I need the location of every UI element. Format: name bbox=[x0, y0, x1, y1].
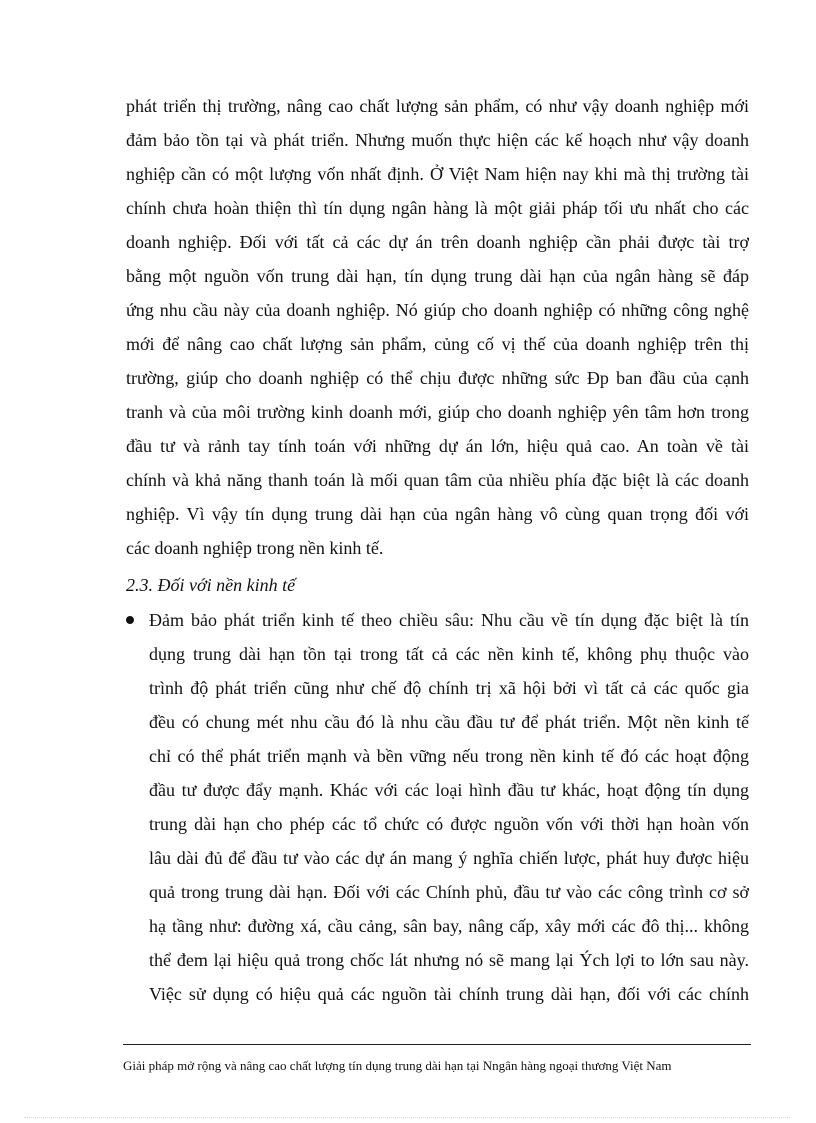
paragraph-line: tranh và của môi trường kinh doanh mới, giúp cho doanh nghiệp yên tâm hơn trong bbox=[126, 402, 749, 422]
paragraph-line: mới để nâng cao chất lượng sản phẩm, củng cố vị thế của doanh nghiệp trên thị bbox=[126, 334, 749, 354]
bullet-line: hạ tầng như: đường xá, cầu cảng, sân bay, nâng cấp, xây mới các đô thị... không bbox=[149, 916, 749, 936]
bullet-line: lâu dài đủ để đầu tư vào các dự án mang ý nghĩa chiến lược, phát huy được hiệu bbox=[149, 848, 749, 868]
bullet-line: trình độ phát triển cũng như chế độ chính trị xã hội bởi vì tất cả các quốc gia bbox=[149, 678, 749, 698]
bullet-line: trung dài hạn cho phép các tổ chức có được nguồn vốn với thời hạn hoàn vốn bbox=[149, 814, 749, 834]
bullet-line: đầu tư được đẩy mạnh. Khác với các loại hình đầu tư khác, hoạt động tín dụng bbox=[149, 780, 749, 800]
section-heading: 2.3. Đối với nền kinh tế bbox=[126, 575, 296, 595]
paragraph-line: ứng nhu cầu này của doanh nghiệp. Nó giúp cho doanh nghiệp có những công nghệ bbox=[126, 300, 749, 320]
paragraph-line: nghiệp. Vì vậy tín dụng trung dài hạn của ngân hàng vô cùng quan trọng đối với bbox=[126, 504, 749, 524]
bullet-line: Đảm bảo phát triển kinh tế theo chiều sâu: Nhu cầu về tín dụng đặc biệt là tín bbox=[149, 610, 749, 630]
paragraph-line: doanh nghiệp. Đối với tất cả các dự án trên doanh nghiệp cần phải được tài trợ bbox=[126, 232, 749, 252]
paragraph-line: phát triển thị trường, nâng cao chất lượng sản phẩm, có như vậy doanh nghiệp mới bbox=[126, 96, 749, 116]
bullet-line: chỉ có thể phát triển mạnh và bền vững nếu trong nền kinh tế đó các hoạt động bbox=[149, 746, 749, 766]
bullet-line: đều có chung mét nhu cầu đó là nhu cầu đầu tư để phát triển. Một nền kinh tế bbox=[149, 712, 749, 732]
footer-text: Giải pháp mở rộng và nâng cao chất lượng tín dụng trung dài hạn tại Nngân hàng ngoại thương Việt Nam bbox=[123, 1058, 672, 1073]
paragraph-line: đảm bảo tồn tại và phát triển. Nhưng muốn thực hiện các kế hoạch như vậy doanh bbox=[126, 130, 749, 150]
paragraph-line: chính chưa hoàn thiện thì tín dụng ngân hàng là một giải pháp tối ưu nhất cho các bbox=[126, 198, 749, 218]
bullet-line: dụng trung dài hạn tồn tại trong tất cả các nền kinh tế, không phụ thuộc vào bbox=[149, 644, 749, 664]
paragraph-line-last: các doanh nghiệp trong nền kinh tế. bbox=[126, 538, 384, 558]
bullet-line: quả trong trung dài hạn. Đối với các Chính phủ, đầu tư vào các công trình cơ sở bbox=[149, 882, 749, 902]
bullet-line: thể đem lại hiệu quả trong chốc lát nhưng nó sẽ mang lại Ých lợi to lớn sau này. bbox=[149, 950, 749, 970]
paragraph-line: trường, giúp cho doanh nghiệp có thể chịu được những sức Ðp ban đầu của cạnh bbox=[126, 368, 749, 388]
page-bottom-dotted-border bbox=[24, 1117, 790, 1118]
paragraph-line: bằng một nguồn vốn trung dài hạn, tín dụng trung dài hạn của ngân hàng sẽ đáp bbox=[126, 266, 749, 286]
paragraph-line: đầu tư và rảnh tay tính toán với những dự án lớn, hiệu quả cao. An toàn về tài bbox=[126, 436, 749, 456]
bullet-line: Việc sử dụng có hiệu quả các nguồn tài chính trung dài hạn, đối với các chính bbox=[149, 984, 749, 1004]
paragraph-line: chính và khả năng thanh toán là mối quan tâm của nhiều phía đặc biệt là các doanh bbox=[126, 470, 749, 490]
footer-divider bbox=[123, 1044, 751, 1045]
paragraph-line: nghiệp cần có một lượng vốn nhất định. Ở Việt Nam hiện nay khi mà thị trường tài bbox=[126, 164, 749, 184]
bullet-icon bbox=[126, 616, 134, 624]
